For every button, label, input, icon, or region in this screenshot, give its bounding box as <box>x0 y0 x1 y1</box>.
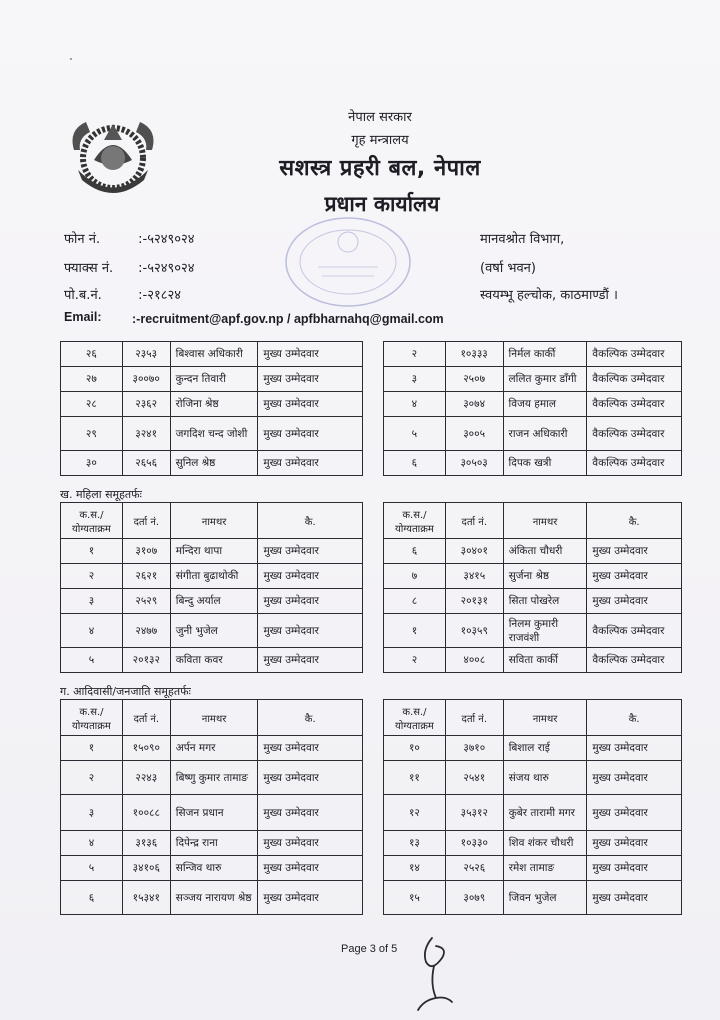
office-building: (वर्षा भवन) <box>480 261 536 276</box>
cell-reg: २६५६ <box>122 451 170 476</box>
col-header-name: नामथर <box>503 700 587 736</box>
cell-name: निलम कुमारी राजवंशी <box>503 614 587 648</box>
cell-sn: ३० <box>61 451 123 476</box>
cell-category: मुख्य उम्मेदवार <box>587 539 682 564</box>
cell-sn: ५ <box>61 648 123 673</box>
cell-category: मुख्य उम्मेदवार <box>258 564 363 589</box>
cell-category: मुख्य उम्मेदवार <box>587 831 682 856</box>
cell-name: बिष्णु कुमार तामाङ <box>170 761 258 795</box>
cell-sn: ११ <box>384 761 446 795</box>
cell-name: कुन्दन तिवारी <box>170 367 258 392</box>
cell-sn: ५ <box>384 417 446 451</box>
cell-sn: ८ <box>384 589 446 614</box>
cell-reg: ३०५०३ <box>445 451 503 476</box>
cell-name: बिशाल राई <box>503 736 587 761</box>
table-row <box>61 539 363 564</box>
cell-sn: ६ <box>384 451 446 476</box>
cell-name: सन्जिव थारु <box>170 856 258 881</box>
phone-value: :-५२४९०२४ <box>138 232 195 247</box>
cell-sn: १ <box>61 539 123 564</box>
cell-sn: २ <box>384 648 446 673</box>
cell-category: मुख्य उम्मेदवार <box>258 736 363 761</box>
cell-name: संगीता बुढाथोकी <box>170 564 258 589</box>
table-header-row <box>384 700 682 736</box>
cell-category: मुख्य उम्मेदवार <box>258 881 363 915</box>
cell-name: सुर्जना श्रेष्ठ <box>503 564 587 589</box>
cell-category: वैकल्पिक उम्मेदवार <box>587 648 682 673</box>
phone-label: फोन नं. <box>64 232 101 247</box>
cell-sn: ३ <box>61 795 123 831</box>
table-row <box>61 342 363 367</box>
cell-reg: २२४३ <box>122 761 170 795</box>
cell-category: वैकल्पिक उम्मेदवार <box>587 451 682 476</box>
cell-sn: ४ <box>384 392 446 417</box>
col-header-cat: कै. <box>587 700 682 736</box>
table-row <box>384 761 682 795</box>
cell-reg: २६२१ <box>122 564 170 589</box>
cell-category: मुख्य उम्मेदवार <box>587 795 682 831</box>
cell-category: मुख्य उम्मेदवार <box>258 367 363 392</box>
cell-reg: ३४१०६ <box>122 856 170 881</box>
cell-name: जुनी भुजेल <box>170 614 258 648</box>
table-women-right <box>383 502 682 673</box>
table-row <box>61 417 363 451</box>
cell-name: सुनिल श्रेष्ठ <box>170 451 258 476</box>
table-row <box>384 539 682 564</box>
cell-sn: १ <box>61 736 123 761</box>
cell-name: विजय हमाल <box>503 392 587 417</box>
col-header-name: नामथर <box>170 700 258 736</box>
col-header-cat: कै. <box>258 503 363 539</box>
page-number: Page 3 of 5 <box>341 943 398 955</box>
col-header-reg: दर्ता नं. <box>445 700 503 736</box>
table-row <box>61 614 363 648</box>
cell-category: मुख्य उम्मेदवार <box>258 539 363 564</box>
table-row <box>384 342 682 367</box>
cell-category: मुख्य उम्मेदवार <box>587 856 682 881</box>
cell-sn: १४ <box>384 856 446 881</box>
cell-name: सिजन प्रधान <box>170 795 258 831</box>
cell-name: दिपेन्द्र राना <box>170 831 258 856</box>
cell-reg: ३०७९ <box>445 881 503 915</box>
cell-category: वैकल्पिक उम्मेदवार <box>587 342 682 367</box>
header-line-2: गृह मन्त्रालय <box>351 133 409 148</box>
table-continuation-right <box>383 341 682 476</box>
cell-name: अंकिता चौधरी <box>503 539 587 564</box>
cell-reg: २५२६ <box>445 856 503 881</box>
cell-reg: १०३३० <box>445 831 503 856</box>
cell-reg: १०३३३ <box>445 342 503 367</box>
cell-reg: ३५३१२ <box>445 795 503 831</box>
cell-category: मुख्य उम्मेदवार <box>258 761 363 795</box>
cell-name: शिव शंकर चौधरी <box>503 831 587 856</box>
cell-name: निर्मल कार्की <box>503 342 587 367</box>
phone-row <box>64 229 195 247</box>
cell-sn: २ <box>61 564 123 589</box>
cell-reg: ३१०७ <box>122 539 170 564</box>
table-row <box>61 367 363 392</box>
cell-category: मुख्य उम्मेदवार <box>587 564 682 589</box>
col-header-cat: कै. <box>587 503 682 539</box>
table-row <box>61 451 363 476</box>
email-value[interactable]: :-recruitment@apf.gov.np / apfbharnahq@gmail.com <box>132 312 444 326</box>
cell-sn: ४ <box>61 614 123 648</box>
cell-reg: ३०४०१ <box>445 539 503 564</box>
table-row <box>384 648 682 673</box>
office-stamp-icon <box>278 212 418 312</box>
cell-category: मुख्य उम्मेदवार <box>258 795 363 831</box>
table-women-left <box>60 502 363 673</box>
table-row <box>61 795 363 831</box>
cell-category: मुख्य उम्मेदवार <box>587 589 682 614</box>
table-row <box>61 881 363 915</box>
cell-name: सिता पोखरेल <box>503 589 587 614</box>
table-row <box>61 648 363 673</box>
cell-reg: ३७१० <box>445 736 503 761</box>
pobox-value: :-२१८२४ <box>138 288 182 303</box>
cell-reg: १५३४१ <box>122 881 170 915</box>
table-header-row <box>61 700 363 736</box>
cell-category: मुख्य उम्मेदवार <box>258 648 363 673</box>
cell-reg: ३०७४ <box>445 392 503 417</box>
cell-category: वैकल्पिक उम्मेदवार <box>587 392 682 417</box>
cell-category: मुख्य उम्मेदवार <box>258 342 363 367</box>
table-row <box>384 614 682 648</box>
cell-name: सविता कार्की <box>503 648 587 673</box>
header-line-1: नेपाल सरकार <box>348 110 412 125</box>
col-header-reg: दर्ता नं. <box>122 700 170 736</box>
signature-icon <box>412 936 460 1012</box>
office-address: स्वयम्भू हल्चोक, काठमाण्डौं । <box>480 288 618 303</box>
cell-reg: ३२४१ <box>122 417 170 451</box>
scan-speck <box>70 58 72 60</box>
table-indigenous-right <box>383 699 682 915</box>
cell-category: मुख्य उम्मेदवार <box>258 856 363 881</box>
table-row <box>61 564 363 589</box>
cell-sn: ३ <box>384 367 446 392</box>
table-row <box>384 367 682 392</box>
table-row <box>384 736 682 761</box>
cell-category: मुख्य उम्मेदवार <box>258 451 363 476</box>
cell-category: वैकल्पिक उम्मेदवार <box>587 367 682 392</box>
col-header-name: नामथर <box>503 503 587 539</box>
cell-sn: २७ <box>61 367 123 392</box>
cell-name: कुबेर तारामी मगर <box>503 795 587 831</box>
table-header-row <box>61 503 363 539</box>
fax-row <box>64 258 195 276</box>
section-indigenous-heading: ग. आदिवासी/जनजाति समूहतर्फः <box>60 685 191 698</box>
cell-reg: २०१३१ <box>445 589 503 614</box>
cell-name: मन्दिरा थापा <box>170 539 258 564</box>
cell-name: बिन्दु अर्याल <box>170 589 258 614</box>
cell-reg: २४७७ <box>122 614 170 648</box>
col-header-reg: दर्ता नं. <box>445 503 503 539</box>
col-header-name: नामथर <box>170 503 258 539</box>
cell-reg: २०१३२ <box>122 648 170 673</box>
table-row <box>384 795 682 831</box>
table-row <box>384 564 682 589</box>
table-row <box>384 856 682 881</box>
header-org-title: सशस्त्र प्रहरी बल, नेपाल <box>279 156 481 181</box>
cell-reg: ३१३६ <box>122 831 170 856</box>
cell-name: कविता कवर <box>170 648 258 673</box>
table-indigenous-left <box>60 699 363 915</box>
cell-category: मुख्य उम्मेदवार <box>258 614 363 648</box>
cell-name: रोजिना श्रेष्ठ <box>170 392 258 417</box>
pobox-row <box>64 285 181 303</box>
cell-sn: २ <box>384 342 446 367</box>
cell-sn: ५ <box>61 856 123 881</box>
cell-sn: ६ <box>384 539 446 564</box>
col-header-cat: कै. <box>258 700 363 736</box>
cell-reg: २५४१ <box>445 761 503 795</box>
cell-category: मुख्य उम्मेदवार <box>258 392 363 417</box>
cell-sn: ६ <box>61 881 123 915</box>
col-header-sn: क.स./ योग्यताक्रम <box>61 700 123 736</box>
cell-name: संजय थारु <box>503 761 587 795</box>
cell-sn: २६ <box>61 342 123 367</box>
office-dept: मानवश्रोत विभाग, <box>480 232 565 247</box>
cell-sn: ३ <box>61 589 123 614</box>
email-label: Email: <box>64 310 102 324</box>
header-office-title: प्रधान कार्यालय <box>324 192 440 216</box>
cell-reg: १५०९० <box>122 736 170 761</box>
cell-reg: ३००५ <box>445 417 503 451</box>
cell-sn: २ <box>61 761 123 795</box>
cell-category: मुख्य उम्मेदवार <box>587 736 682 761</box>
cell-name: बिश्वास अधिकारी <box>170 342 258 367</box>
cell-sn: १ <box>384 614 446 648</box>
table-row <box>61 392 363 417</box>
cell-reg: ३००७० <box>122 367 170 392</box>
col-header-sn: क.स./ योग्यताक्रम <box>384 700 446 736</box>
cell-category: वैकल्पिक उम्मेदवार <box>587 614 682 648</box>
cell-category: मुख्य उम्मेदवार <box>587 761 682 795</box>
col-header-sn: क.स./ योग्यताक्रम <box>61 503 123 539</box>
cell-sn: ७ <box>384 564 446 589</box>
cell-reg: १०३५९ <box>445 614 503 648</box>
cell-category: मुख्य उम्मेदवार <box>258 831 363 856</box>
cell-reg: १००८८ <box>122 795 170 831</box>
cell-reg: २५२९ <box>122 589 170 614</box>
cell-name: ललित कुमार डाँगी <box>503 367 587 392</box>
cell-reg: २३५३ <box>122 342 170 367</box>
table-row <box>61 761 363 795</box>
col-header-sn: क.स./ योग्यताक्रम <box>384 503 446 539</box>
cell-name: सञ्जय नारायण श्रेष्ठ <box>170 881 258 915</box>
cell-name: अर्पन मगर <box>170 736 258 761</box>
cell-name: रमेश तामाङ <box>503 856 587 881</box>
col-header-reg: दर्ता नं. <box>122 503 170 539</box>
cell-category: मुख्य उम्मेदवार <box>258 589 363 614</box>
table-row <box>61 589 363 614</box>
fax-label: फ्याक्स नं. <box>64 261 114 276</box>
cell-sn: १० <box>384 736 446 761</box>
cell-name: जिवन भुजेल <box>503 881 587 915</box>
cell-reg: ३४१५ <box>445 564 503 589</box>
section-women-heading: ख. महिला समूहतर्फः <box>60 488 142 501</box>
cell-sn: १३ <box>384 831 446 856</box>
cell-sn: २८ <box>61 392 123 417</box>
table-row <box>384 831 682 856</box>
cell-reg: २५०७ <box>445 367 503 392</box>
cell-name: राजन अधिकारी <box>503 417 587 451</box>
table-row <box>384 392 682 417</box>
fax-value: :-५२४९०२४ <box>138 261 195 276</box>
cell-sn: १२ <box>384 795 446 831</box>
cell-sn: १५ <box>384 881 446 915</box>
cell-sn: ४ <box>61 831 123 856</box>
table-row <box>384 451 682 476</box>
table-header-row <box>384 503 682 539</box>
table-row <box>61 831 363 856</box>
pobox-label: पो.ब.नं. <box>64 288 102 303</box>
table-row <box>384 881 682 915</box>
cell-name: दिपक खत्री <box>503 451 587 476</box>
cell-reg: ४००८ <box>445 648 503 673</box>
cell-reg: २३६२ <box>122 392 170 417</box>
cell-category: वैकल्पिक उम्मेदवार <box>587 417 682 451</box>
table-row <box>61 856 363 881</box>
table-row <box>384 417 682 451</box>
cell-category: मुख्य उम्मेदवार <box>258 417 363 451</box>
table-row <box>384 589 682 614</box>
cell-sn: २९ <box>61 417 123 451</box>
cell-name: जगदिश चन्द जोशी <box>170 417 258 451</box>
table-continuation-left <box>60 341 363 476</box>
cell-category: मुख्य उम्मेदवार <box>587 881 682 915</box>
table-row <box>61 736 363 761</box>
